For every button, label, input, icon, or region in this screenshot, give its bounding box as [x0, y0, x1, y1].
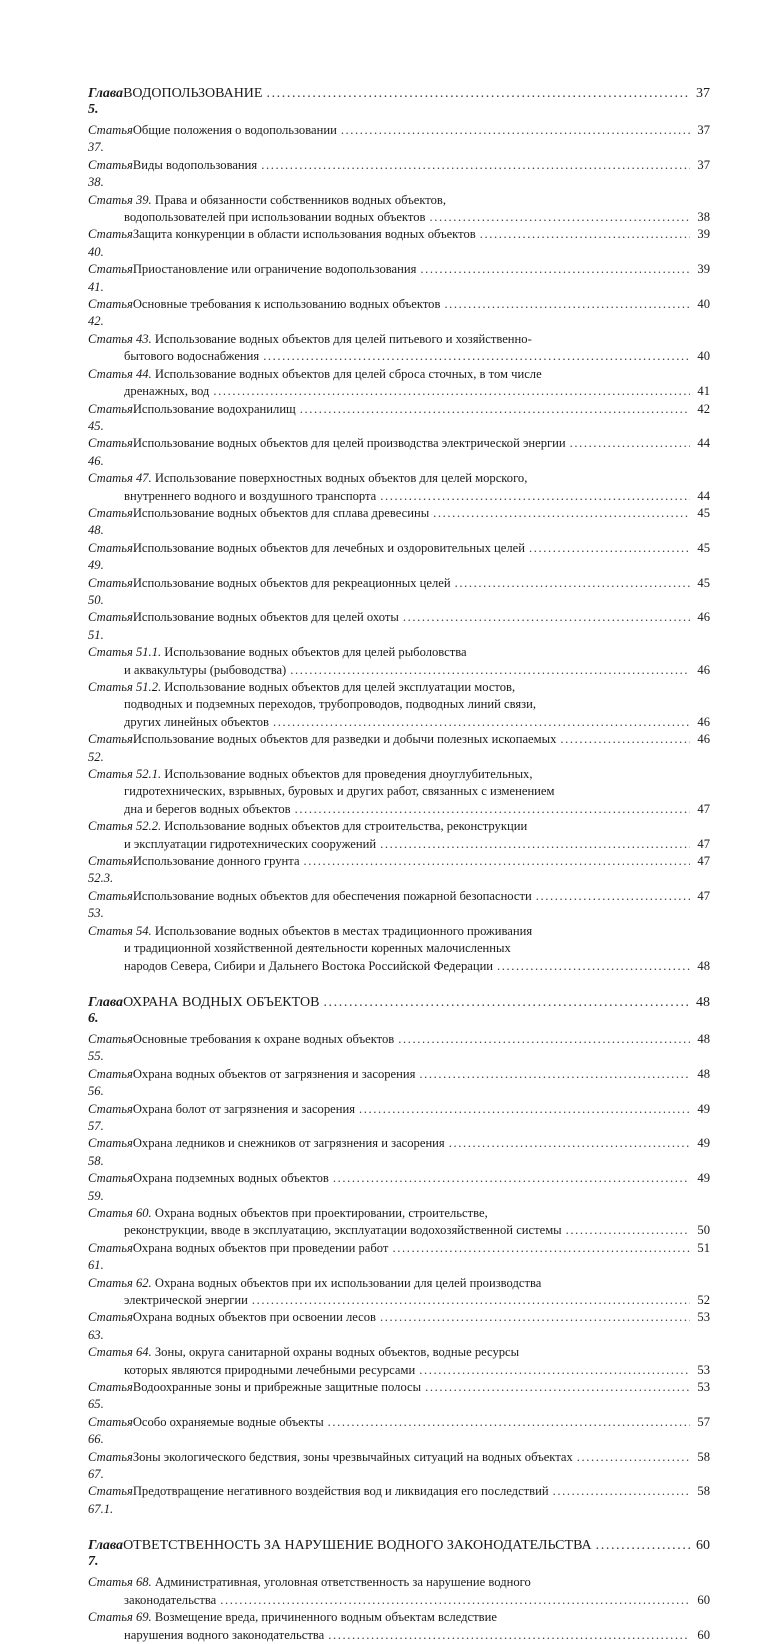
toc-entry — [88, 1031, 710, 1066]
toc-entry — [88, 853, 710, 888]
article-label: Статья 52.1. — [88, 767, 162, 782]
toc-entry — [88, 401, 710, 436]
toc-entry — [88, 366, 710, 401]
toc-entry — [88, 575, 710, 610]
article-last-line — [88, 1292, 710, 1309]
article-title-continuation: водопользователей при использовании водных объектов — [124, 210, 426, 225]
article-last-line — [88, 209, 710, 226]
article-first-line — [88, 679, 710, 696]
article-first-line — [88, 331, 710, 348]
dot-leader — [263, 348, 690, 365]
toc-entry — [88, 644, 710, 679]
toc-entry — [88, 1449, 710, 1484]
article-label: Статья 53. — [88, 888, 133, 921]
article-title: Предотвращение негативного воздействия вод и ликвидация его последствий — [132, 1484, 549, 1499]
article-last-line — [88, 348, 710, 365]
article-label: Статья 67. — [88, 1449, 133, 1482]
page-number: 37 — [696, 86, 710, 101]
toc-entry — [88, 1135, 710, 1170]
page-number: 53 — [697, 1362, 710, 1377]
dot-leader — [444, 296, 690, 313]
dot-leader — [341, 122, 690, 139]
toc-entry — [88, 192, 710, 227]
article-label: Статья 51.2. — [88, 680, 162, 694]
toc-entry — [88, 1205, 710, 1240]
chapter-title: ОТВЕТСТВЕННОСТЬ ЗА НАРУШЕНИЕ ВОДНОГО ЗАКОНОДАТЕЛЬСТВА — [123, 1538, 592, 1554]
toc-entry — [88, 1101, 710, 1136]
article-title: Основные требования к охране водных объектов — [132, 1031, 395, 1046]
page-number: 52 — [697, 1293, 710, 1307]
article-label: Статья 45. — [88, 401, 133, 433]
page-number: 40 — [697, 297, 710, 312]
toc-entry — [88, 731, 710, 766]
dot-leader — [290, 662, 690, 679]
toc-entry — [88, 435, 710, 470]
article-title-continuation: народов Севера, Сибири и Дальнего Востока Российской Федерации — [124, 958, 494, 973]
toc-entry — [88, 1240, 710, 1275]
toc-entry — [88, 122, 710, 157]
toc-entry — [88, 1170, 710, 1205]
dot-leader — [300, 401, 690, 418]
dot-leader — [266, 86, 690, 102]
chapter-heading — [88, 1538, 710, 1570]
article-label: Статья 65. — [88, 1380, 133, 1412]
page-number: 49 — [697, 1101, 710, 1116]
article-title: Охрана ледников и снежников от загрязнения и засорения — [132, 1136, 445, 1151]
dot-leader — [596, 1538, 690, 1554]
dot-leader — [304, 853, 690, 870]
page-number: 57 — [697, 1414, 710, 1429]
article-title: Использование водных объектов для целей производства электрической энергии — [132, 436, 566, 451]
article-title: Зоны, округа санитарной охраны водных объектов, водные ресурсы — [154, 1345, 520, 1360]
article-label: Статья 39. — [88, 192, 152, 207]
article-first-line — [88, 766, 710, 783]
article-title-continuation: дренажных, вод — [124, 384, 210, 399]
page-number: 45 — [697, 540, 710, 555]
toc-entry — [88, 505, 710, 540]
page-number: 44 — [697, 436, 710, 451]
page-number: 45 — [697, 505, 710, 520]
article-label: Статья 52.3. — [88, 854, 133, 886]
page-number: 39 — [697, 227, 710, 242]
toc-entry — [88, 609, 710, 644]
article-title-continuation: дна и берегов водных объектов — [124, 801, 291, 816]
article-label: Статья 42. — [88, 297, 133, 329]
article-label: Статья 66. — [88, 1414, 133, 1447]
chapter-heading — [88, 86, 710, 118]
article-last-line — [88, 1222, 710, 1239]
article-title: Использование водных объектов для обеспечения пожарной безопасности — [132, 888, 532, 903]
article-title-continuation: гидротехнических, взрывных, буровых и других работ, связанных с изменением — [124, 784, 555, 799]
dot-leader — [425, 1379, 690, 1396]
article-title: Использование водных объектов для проведения дноуглубительных, — [164, 767, 533, 782]
page-number: 58 — [697, 1484, 710, 1499]
page-number: 47 — [697, 854, 710, 869]
article-label: Статья 47. — [88, 471, 152, 486]
article-label: Статья 59. — [88, 1171, 133, 1203]
article-title: Использование водных объектов для рекреационных целей — [132, 575, 451, 590]
dot-leader — [380, 836, 690, 853]
page-number: 53 — [697, 1310, 710, 1325]
article-label: Статья 61. — [88, 1240, 133, 1273]
toc-entry — [88, 1609, 710, 1644]
article-title-continuation: нарушения водного законодательства — [124, 1627, 325, 1642]
toc-entry — [88, 261, 710, 296]
toc-entry — [88, 1379, 710, 1414]
dot-leader — [566, 1222, 690, 1239]
article-first-line — [88, 1574, 710, 1591]
article-title: Использование водных объектов для целей эксплуатации мостов, — [164, 680, 516, 694]
dot-leader — [419, 1066, 690, 1083]
article-label: Статья 64. — [88, 1345, 152, 1360]
article-title: Охрана подземных водных объектов — [132, 1171, 329, 1186]
article-label: Статья 52.2. — [88, 819, 162, 834]
dot-leader — [333, 1170, 690, 1187]
article-first-line — [88, 470, 710, 487]
page-number: 41 — [697, 384, 710, 399]
page-number: 39 — [697, 262, 710, 277]
page-number: 37 — [697, 157, 710, 172]
article-last-line — [88, 958, 710, 975]
article-title: Использование водных объектов для целей сброса сточных, в том числе — [154, 366, 542, 381]
page-number: 47 — [697, 836, 710, 851]
article-last-line — [88, 383, 710, 400]
page-number: 49 — [697, 1136, 710, 1151]
dot-leader — [536, 888, 690, 905]
article-label: Статья 51.1. — [88, 645, 162, 660]
article-title-continuation: бытового водоснабжения — [124, 349, 260, 364]
article-label: Статья 63. — [88, 1310, 133, 1342]
article-title: Использование водных объектов для целей рыболовства — [164, 645, 467, 660]
dot-leader — [419, 1362, 690, 1379]
article-title: Водоохранные зоны и прибрежные защитные полосы — [132, 1380, 422, 1395]
article-title: Использование водных объектов в местах традиционного проживания — [154, 923, 533, 938]
dot-leader — [295, 801, 690, 818]
page-number: 38 — [697, 210, 710, 225]
article-title: Использование водных объектов для сплава древесины — [132, 505, 430, 520]
article-title: Особо охраняемые водные объекты — [132, 1414, 324, 1429]
article-last-line — [88, 836, 710, 853]
dot-leader — [529, 540, 690, 557]
dot-leader — [213, 383, 690, 400]
page-number: 45 — [697, 575, 710, 590]
article-title: Защита конкуренции в области использования водных объектов — [132, 227, 476, 242]
article-title: Общие положения о водопользовании — [132, 123, 337, 137]
page-number: 50 — [697, 1223, 710, 1238]
dot-leader — [392, 1240, 690, 1257]
article-first-line — [88, 192, 710, 209]
page-number: 48 — [697, 1066, 710, 1081]
article-last-line — [88, 488, 710, 505]
article-first-line — [88, 818, 710, 835]
article-label: Статья 51. — [88, 610, 133, 642]
dot-leader — [273, 714, 690, 731]
article-title: Использование водных объектов для целей питьевого и хозяйственно- — [154, 331, 532, 346]
article-last-line — [88, 1362, 710, 1379]
article-title: Охрана водных объектов при проведении работ — [132, 1240, 389, 1255]
page-number: 42 — [697, 401, 710, 416]
page-number: 51 — [697, 1240, 710, 1255]
dot-leader — [560, 731, 690, 748]
article-first-line — [88, 366, 710, 383]
article-title: Использование поверхностных водных объектов для целей морского, — [154, 471, 528, 486]
article-title: Охрана водных объектов при их использовании для целей производства — [154, 1275, 542, 1290]
page-number: 46 — [697, 714, 710, 729]
article-first-line — [88, 1275, 710, 1292]
article-title: Охрана водных объектов при освоении лесов — [132, 1310, 377, 1325]
toc-entry — [88, 923, 710, 975]
article-last-line — [88, 662, 710, 679]
article-label: Статья 44. — [88, 366, 152, 381]
page-number: 60 — [697, 1592, 710, 1607]
dot-leader — [328, 1627, 690, 1644]
article-label: Статья 57. — [88, 1101, 133, 1133]
dot-leader — [455, 575, 690, 592]
article-label: Статья 52. — [88, 732, 133, 764]
dot-leader — [570, 435, 690, 452]
dot-leader — [328, 1414, 690, 1431]
toc-entry — [88, 1066, 710, 1101]
dot-leader — [429, 209, 690, 226]
chapter-label: Глава 7. — [88, 1538, 124, 1570]
toc-entry — [88, 331, 710, 366]
dot-leader — [359, 1101, 690, 1118]
article-last-line — [88, 1592, 710, 1609]
article-title: Использование водных объектов для целей охоты — [132, 610, 399, 625]
article-label: Статья 46. — [88, 436, 133, 468]
toc-entry — [88, 157, 710, 192]
article-label: Статья 50. — [88, 575, 133, 607]
toc-entry — [88, 1344, 710, 1379]
article-last-line — [88, 1627, 710, 1644]
dot-leader — [323, 995, 690, 1011]
article-label: Статья 37. — [88, 123, 133, 155]
article-title: Использование водных объектов для лечебных и оздоровительных целей — [132, 540, 526, 555]
article-label: Статья 41. — [88, 262, 133, 294]
toc-entry — [88, 1414, 710, 1449]
page-number: 47 — [697, 801, 710, 816]
article-first-line — [88, 923, 710, 940]
article-label: Статья 48. — [88, 505, 133, 538]
article-label: Статья 43. — [88, 331, 152, 346]
article-label: Статья 54. — [88, 923, 152, 938]
toc-entry — [88, 888, 710, 923]
page-number: 60 — [696, 1538, 710, 1554]
page-number: 44 — [697, 488, 710, 503]
page-number: 49 — [697, 1171, 710, 1186]
article-title: Основные требования к использованию водных объектов — [132, 297, 441, 312]
article-last-line — [88, 801, 710, 818]
article-title: Использование донного грунта — [132, 854, 300, 869]
article-last-line — [88, 714, 710, 731]
article-title-continuation: и эксплуатации гидротехнических сооружений — [124, 836, 377, 851]
article-title: Права и обязанности собственников водных объектов, — [154, 192, 447, 207]
toc-entry — [88, 818, 710, 853]
article-title: Зоны экологического бедствия, зоны чрезвычайных ситуаций на водных объектах — [132, 1449, 573, 1464]
article-title: Приостановление или ограничение водопользования — [132, 262, 417, 277]
article-title-continuation: законодательства — [124, 1592, 217, 1607]
chapter-label: Глава 6. — [88, 994, 124, 1026]
article-label: Статья 58. — [88, 1136, 133, 1168]
article-label: Статья 55. — [88, 1031, 133, 1064]
dot-leader — [220, 1592, 690, 1609]
dot-leader — [380, 1309, 690, 1326]
dot-leader — [497, 958, 690, 975]
article-title: Охрана болот от загрязнения и засорения — [132, 1101, 355, 1116]
dot-leader — [480, 226, 690, 243]
chapter-title: ВОДОПОЛЬЗОВАНИЕ — [123, 86, 263, 101]
article-title: Охрана водных объектов при проектировании, строительстве, — [154, 1205, 488, 1220]
toc-entry — [88, 470, 710, 505]
dot-leader — [398, 1031, 690, 1048]
page-number: 48 — [696, 994, 710, 1010]
article-first-line — [88, 1609, 710, 1626]
article-first-line — [88, 1344, 710, 1361]
toc-entry — [88, 296, 710, 331]
article-title-continuation: электрической энергии — [124, 1293, 248, 1307]
article-title: Использование водных объектов для разведки и добычи полезных ископаемых — [132, 732, 557, 747]
page-number: 47 — [697, 888, 710, 903]
article-title: Административная, уголовная ответственность за нарушение водного — [154, 1575, 531, 1590]
article-label: Статья 40. — [88, 227, 133, 259]
dot-leader — [420, 261, 690, 278]
article-label: Статья 56. — [88, 1066, 133, 1099]
article-label: Статья 49. — [88, 540, 133, 573]
page-number: 58 — [697, 1449, 710, 1464]
page-number: 46 — [697, 732, 710, 747]
article-title-continuation: реконструкции, вводе в эксплуатацию, эксплуатации водохозяйственной системы — [124, 1223, 562, 1238]
page-number: 46 — [697, 610, 710, 625]
article-title-continuation: внутреннего водного и воздушного транспорта — [124, 488, 377, 503]
dot-leader — [449, 1135, 690, 1152]
article-label: Статья 60. — [88, 1205, 152, 1220]
chapter-label: Глава 5. — [88, 86, 124, 117]
dot-leader — [252, 1292, 690, 1309]
article-label: Статья 62. — [88, 1275, 152, 1290]
article-title-continuation: подводных и подземных переходов, трубопроводов, подводных линий связи, — [124, 697, 537, 712]
article-title-continuation: которых являются природными лечебными ресурсами — [124, 1362, 416, 1377]
article-first-line — [88, 1205, 710, 1222]
toc-entry — [88, 679, 710, 731]
article-title: Виды водопользования — [132, 157, 258, 172]
article-first-line — [88, 644, 710, 661]
article-title: Использование водохранилищ — [132, 401, 296, 416]
page-number: 48 — [697, 958, 710, 973]
dot-leader — [380, 488, 690, 505]
article-title: Использование водных объектов для строительства, реконструкции — [164, 819, 528, 834]
article-label: Статья 67.1. — [88, 1484, 133, 1516]
article-label: Статья 68. — [88, 1575, 152, 1590]
article-title-continuation: других линейных объектов — [124, 714, 269, 729]
article-label: Статья 38. — [88, 157, 133, 190]
page-number: 40 — [697, 349, 710, 364]
article-title: Охрана водных объектов от загрязнения и засорения — [132, 1066, 416, 1081]
article-title: Возмещение вреда, причиненного водным объектам вследствие — [154, 1610, 497, 1625]
toc-entry — [88, 226, 710, 261]
chapter-heading — [88, 995, 710, 1027]
page-number: 46 — [697, 662, 710, 677]
page-number: 53 — [697, 1380, 710, 1395]
toc-entry — [88, 540, 710, 575]
dot-leader — [261, 157, 690, 174]
toc-entry — [88, 766, 710, 818]
toc-entry — [88, 1574, 710, 1609]
page-number: 60 — [697, 1627, 710, 1642]
page-number: 48 — [697, 1031, 710, 1046]
dot-leader — [403, 609, 690, 626]
toc-entry — [88, 1309, 710, 1344]
dot-leader — [577, 1449, 690, 1466]
table-of-contents — [88, 86, 710, 1644]
page-number: 37 — [697, 123, 710, 137]
chapter-title: ОХРАНА ВОДНЫХ ОБЪЕКТОВ — [123, 994, 320, 1010]
article-title-continuation: и аквакультуры (рыбоводства) — [124, 662, 287, 677]
article-label: Статья 69. — [88, 1610, 152, 1625]
article-title-continuation: и традиционной хозяйственной деятельности коренных малочисленных — [124, 941, 511, 956]
dot-leader — [433, 505, 690, 522]
dot-leader — [553, 1483, 690, 1500]
toc-entry — [88, 1275, 710, 1310]
toc-entry — [88, 1483, 710, 1518]
